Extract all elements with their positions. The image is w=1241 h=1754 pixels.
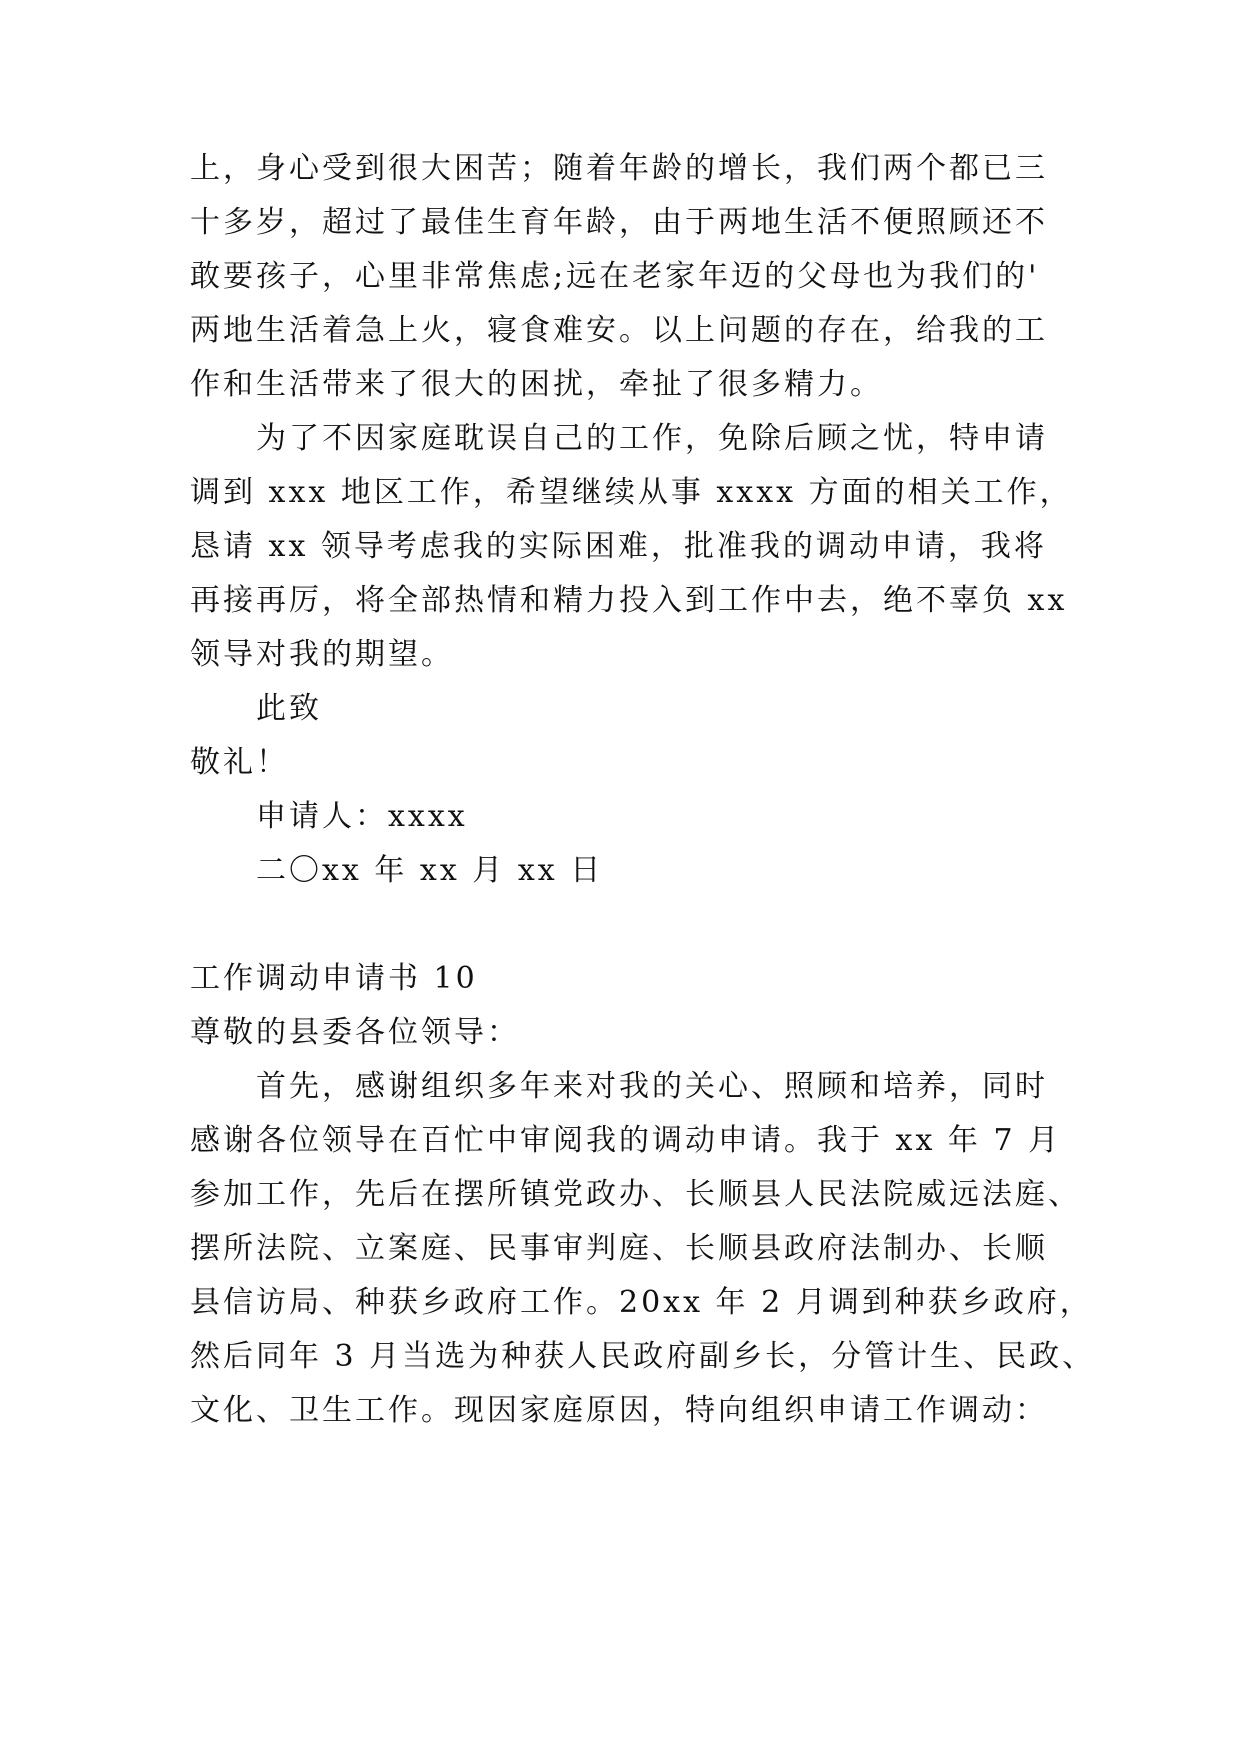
paragraph-line: 县信访局、种获乡政府工作。20xx 年 2 月调到种获乡政府， bbox=[190, 1285, 1093, 1320]
paragraph-line: 感谢各位领导在百忙中审阅我的调动申请。我于 xx 年 7 月 bbox=[190, 1123, 1062, 1158]
paragraph-line: 再接再厉，将全部热情和精力投入到工作中去，绝不辜负 xx bbox=[190, 583, 1068, 618]
applicant-signature: 申请人：xxxx bbox=[256, 799, 468, 834]
paragraph-line: 为了不因家庭耽误自己的工作，免除后顾之忧，特申请 bbox=[256, 421, 1048, 456]
paragraph-line: 十多岁，超过了最佳生育年龄，由于两地生活不便照顾还不 bbox=[190, 205, 1048, 240]
salute-line: 敬礼！ bbox=[190, 745, 289, 780]
paragraph-line: 摆所法院、立案庭、民事审判庭、长顺县政府法制办、长顺 bbox=[190, 1231, 1048, 1266]
paragraph-line: 恳请 xx 领导考虑我的实际困难，批准我的调动申请，我将 bbox=[190, 529, 1047, 564]
paragraph-line: 首先，感谢组织多年来对我的关心、照顾和培养，同时 bbox=[256, 1069, 1048, 1104]
section-title: 工作调动申请书 10 bbox=[190, 961, 478, 996]
paragraph-line: 作和生活带来了很大的困扰，牵扯了很多精力。 bbox=[190, 367, 883, 402]
paragraph-line: 然后同年 3 月当选为种获人民政府副乡长，分管计生、民政、 bbox=[190, 1339, 1096, 1374]
paragraph-line: 参加工作，先后在摆所镇党政办、长顺县人民法院威远法庭、 bbox=[190, 1177, 1081, 1212]
greeting-line: 尊敬的县委各位领导： bbox=[190, 1015, 520, 1050]
paragraph-line: 领导对我的期望。 bbox=[190, 637, 454, 672]
paragraph-line: 两地生活着急上火，寝食难安。以上问题的存在，给我的工 bbox=[190, 313, 1048, 348]
paragraph-line: 调到 xxx 地区工作，希望继续从事 xxxx 方面的相关工作， bbox=[190, 475, 1073, 510]
paragraph-line: 文化、卫生工作。现因家庭原因，特向组织申请工作调动： bbox=[190, 1393, 1048, 1428]
closing-line: 此致 bbox=[256, 691, 322, 726]
paragraph-line: 上，身心受到很大困苦；随着年龄的增长，我们两个都已三 bbox=[190, 151, 1048, 186]
signature-date: 二〇xx 年 xx 月 xx 日 bbox=[256, 853, 604, 888]
paragraph-line: 敢要孩子，心里非常焦虑;远在老家年迈的父母也为我们的' bbox=[190, 259, 1040, 294]
